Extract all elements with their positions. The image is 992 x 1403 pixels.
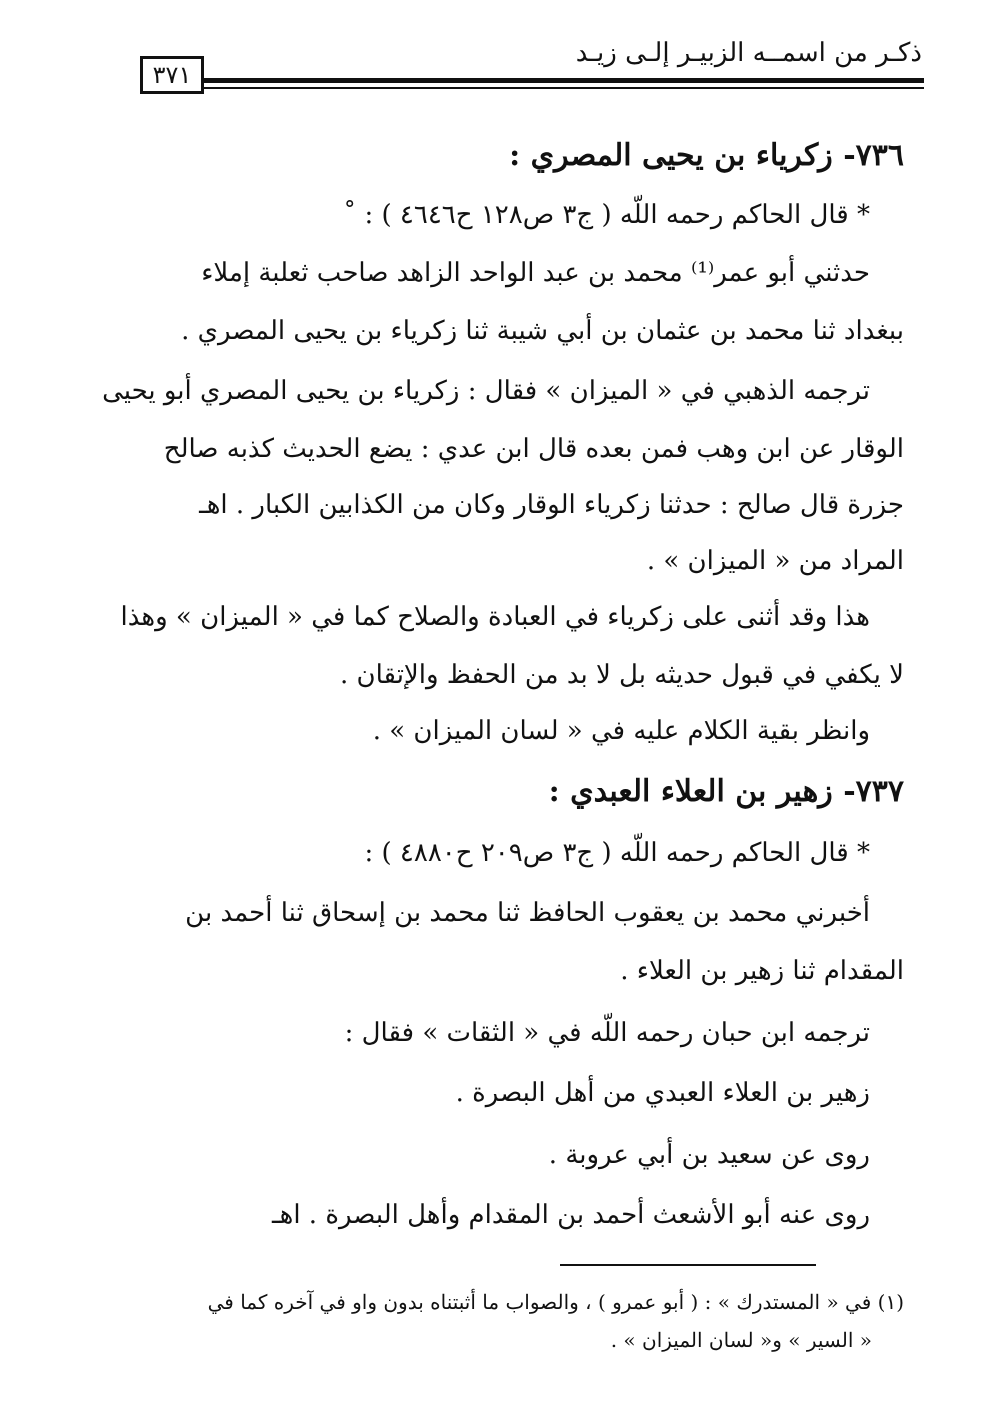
text-line: ترجمه الذهبي في « الميزان » فقال : زكرياء بن يحيى المصري أبو يحيى bbox=[102, 376, 870, 406]
text-line: روى عنه أبو الأشعث أحمد بن المقدام وأهل البصرة . اهـ bbox=[271, 1200, 870, 1230]
text-line: روى عن سعيد بن أبي عروبة . bbox=[548, 1140, 870, 1170]
running-title: ذكـر من اسمــه الزبيـر إلـى زيـد bbox=[575, 38, 922, 68]
text-line: هذا وقد أثنى على زكرياء في العبادة والصلاح كما في « الميزان » وهذا bbox=[120, 602, 870, 632]
text-line: الوقار عن ابن وهب فمن بعده قال ابن عدي : يضع الحديث كذبه صالح bbox=[163, 434, 904, 464]
source-citation: * قال الحاكم رحمه اللّه ( ج٣ ص٢٠٩ ح٤٨٨٠ ) : bbox=[364, 838, 870, 868]
text-line: جزرة قال صالح : حدثنا زكرياء الوقار وكان من الكذابين الكبار . اهـ bbox=[199, 490, 904, 520]
text-line: زهير بن العلاء العبدي من أهل البصرة . bbox=[455, 1078, 870, 1108]
entry-heading: ٧٣٧- زهير بن العلاء العبدي : bbox=[548, 774, 904, 809]
header-rule-thick bbox=[204, 78, 924, 83]
text-line: ببغداد ثنا محمد بن عثمان بن أبي شيبة ثنا زكرياء بن يحيى المصري . bbox=[181, 316, 904, 346]
source-citation: * قال الحاكم رحمه اللّه ( ج٣ ص١٢٨ ح٤٦٤٦ ) : ˚ bbox=[343, 200, 870, 230]
header-rule-thin bbox=[204, 87, 924, 89]
text-line: ترجمه ابن حبان رحمه اللّه في « الثقات » فقال : bbox=[344, 1018, 870, 1048]
text-line: حدثني أبو عمر⁽¹⁾ محمد بن عبد الواحد الزاهد صاحب ثعلبة إملاء bbox=[201, 258, 870, 288]
text-line: وانظر بقية الكلام عليه في « لسان الميزان » . bbox=[372, 716, 870, 746]
entry-heading: ٧٣٦- زكرياء بن يحيى المصري : bbox=[509, 138, 904, 173]
page-number: ٣٧١ bbox=[140, 56, 204, 94]
footnote-line: « السير » و« لسان الميزان » . bbox=[610, 1328, 872, 1352]
text-line: المقدام ثنا زهير بن العلاء . bbox=[620, 956, 904, 986]
text-line: أخبرني محمد بن يعقوب الحافظ ثنا محمد بن إسحاق ثنا أحمد بن bbox=[185, 898, 870, 928]
text-line: المراد من « الميزان » . bbox=[646, 546, 904, 576]
text-line: لا يكفي في قبول حديثه بل لا بد من الحفظ والإتقان . bbox=[340, 660, 904, 690]
footnote-rule bbox=[560, 1264, 816, 1266]
footnote-line: (١) في « المستدرك » : ( أبو عمرو ) ، والصواب ما أثبتناه بدون واو في آخره كما في bbox=[207, 1290, 904, 1314]
